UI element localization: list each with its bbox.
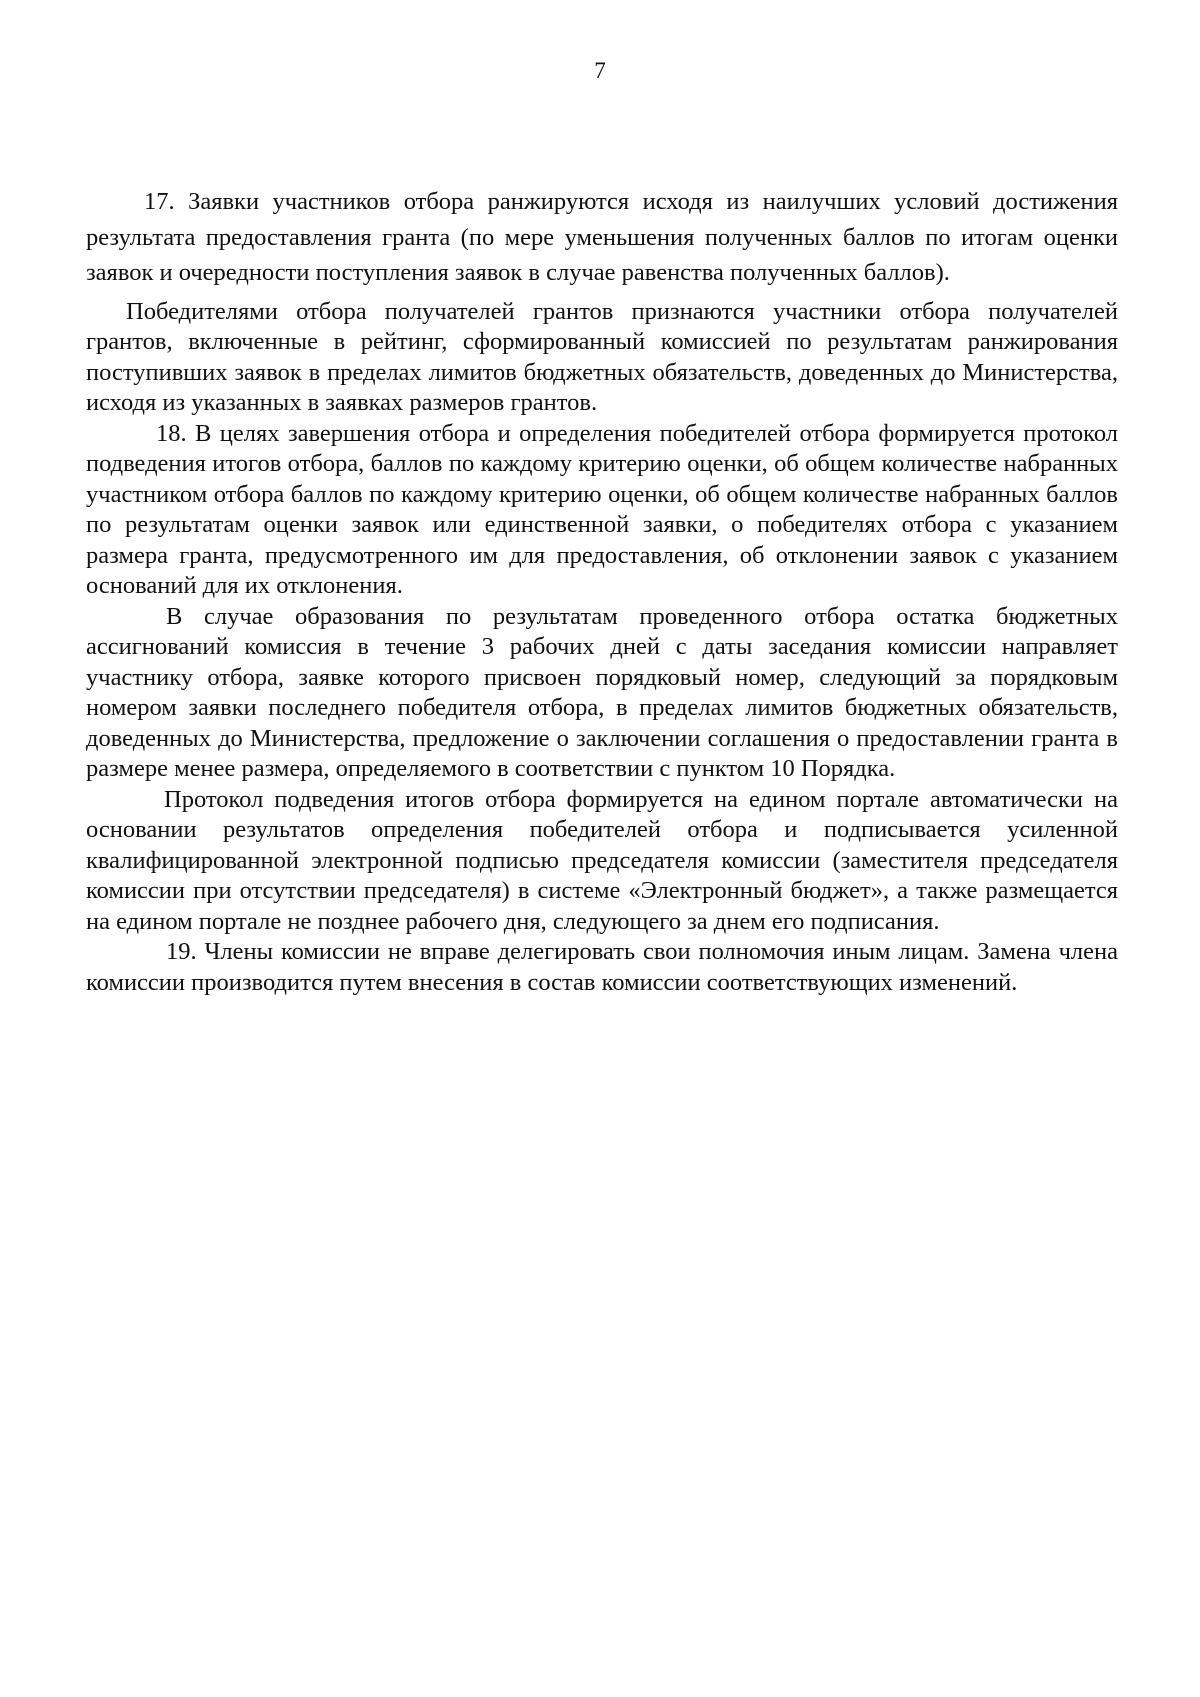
- paragraph-19: 19. Члены комиссии не вправе делегировать свои полномочия иным лицам. Замена члена комиссии производится путем внесения в состав комиссии соответствующих изменений.: [86, 938, 1118, 996]
- paragraph-protocol: Протокол подведения итогов отбора формируется на едином портале автоматически на основании результатов определения победителей отбора и подписывается усиленной квалифицированной электронной подписью председателя комиссии (заместителя председателя комиссии при отсутствии председателя) в системе «Электронный бюджет», а также размещается на едином портале не позднее рабочего дня, следующего за днем его подписания.: [86, 785, 1118, 935]
- paragraph-17: 17. Заявки участников отбора ранжируются исходя из наилучших условий достижения результата предоставления гранта (по мере уменьшения полученных баллов по итогам оценки заявок и очередности поступления заявок в случае равенства полученных баллов).: [86, 188, 1118, 286]
- paragraph-budget-remainder: В случае образования по результатам проведенного отбора остатка бюджетных ассигнований комиссия в течение 3 рабочих дней с даты заседания комиссии направляет участнику отбора, заявке которого присвоен порядковый номер, следующий за порядковым номером заявки последнего победителя отбора, в пределах лимитов бюджетных обязательств, доведенных до Министерства, предложение о заключении соглашения о предоставлении гранта в размере менее размера, определяемого в соответствии с пунктом 10 Порядка.: [86, 602, 1118, 782]
- document-body: [86, 184, 1118, 998]
- paragraph-winners: Победителями отбора получателей грантов признаются участники отбора получателей грантов, включенные в рейтинг, сформированный комиссией по результатам ранжирования поступивших заявок в пределах лимитов бюджетных обязательств, доведенных до Министерства, исходя из указанных в заявках размеров грантов.: [86, 297, 1118, 416]
- paragraph-18: 18. В целях завершения отбора и определения победителей отбора формируется протокол подведения итогов отбора, баллов по каждому критерию оценки, об общем количестве набранных участником отбора баллов по каждому критерию оценки, об общем количестве набранных баллов по результатам оценки заявок или единственной заявки, о победителях отбора с указанием размера гранта, предусмотренного им для предоставления, об отклонении заявок с указанием оснований для их отклонения.: [86, 419, 1118, 599]
- page-number: 7: [594, 58, 606, 83]
